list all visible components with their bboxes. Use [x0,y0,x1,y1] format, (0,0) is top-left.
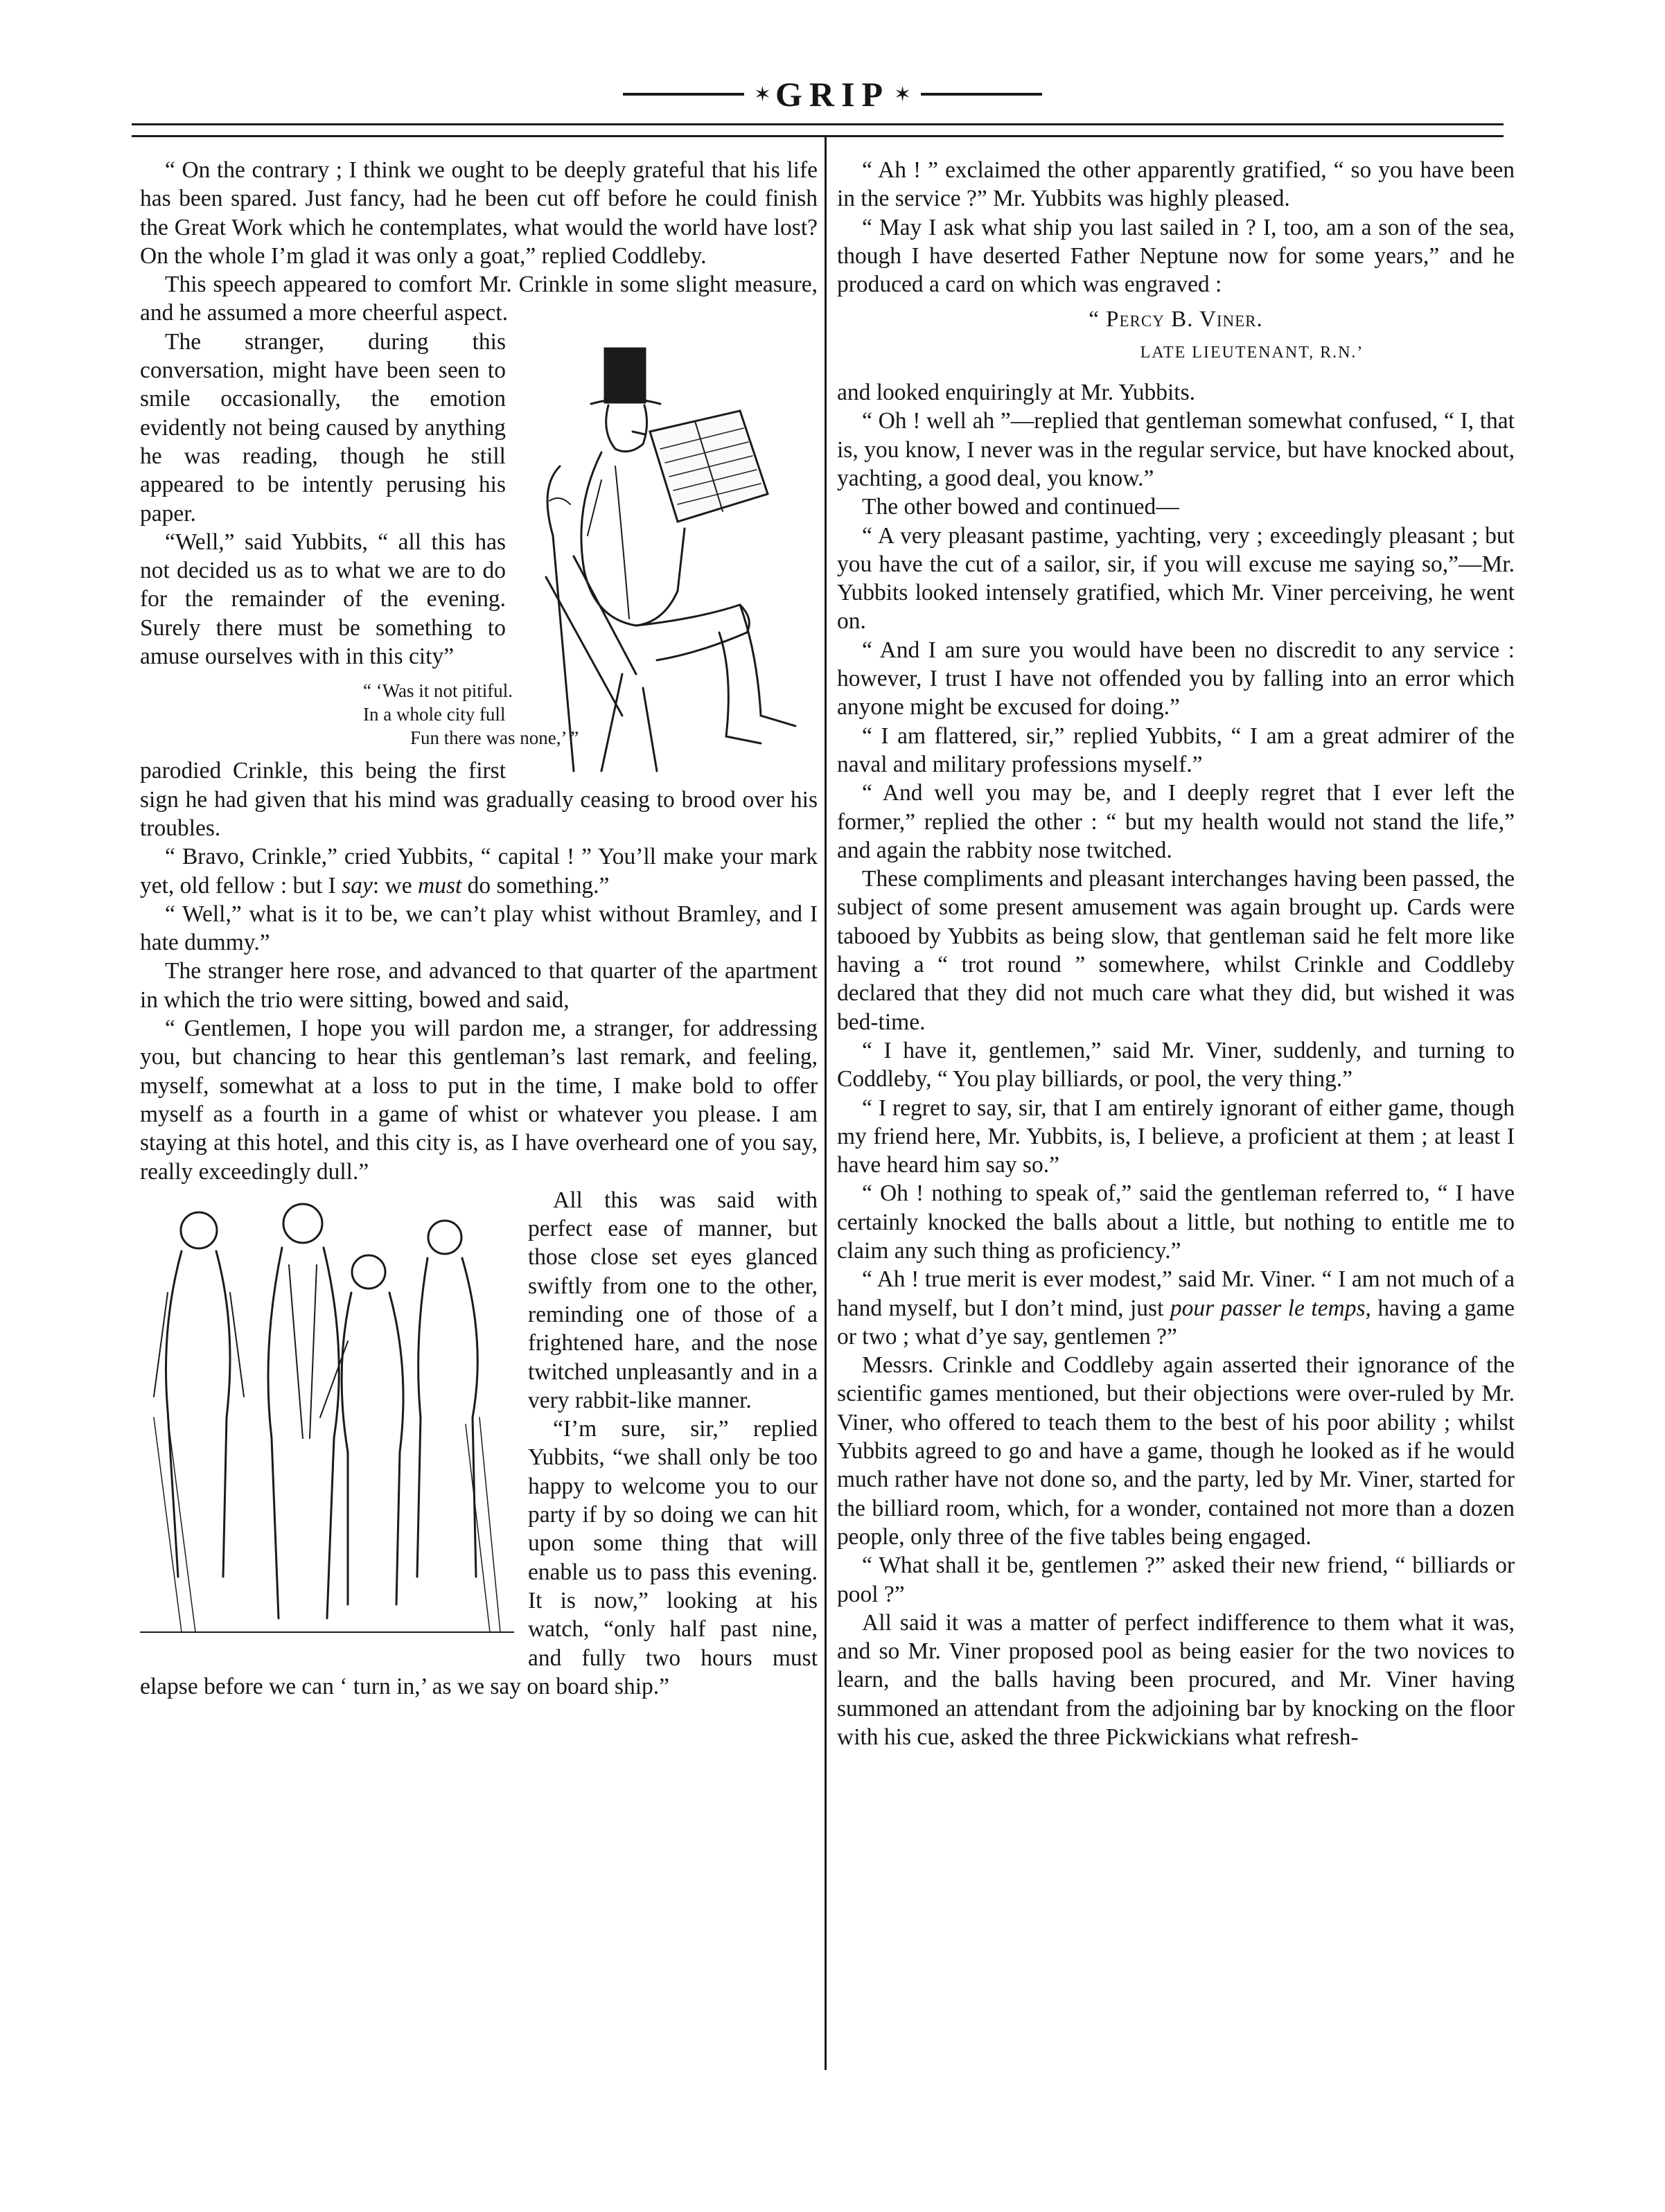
illustration-four-men-standing [140,1189,514,1647]
masthead [0,75,1665,114]
text-run: having a game or two ; what d’ye say, gentlemen ?” [837,1295,1515,1350]
text-run: “ Ah ! true merit is ever modest,” said Mr. Viner. “ I am not much of a hand myself, but I don’t mind, just [837,1266,1515,1321]
star-ornament-icon: ✶ [894,82,912,106]
paragraph: parodied Crinkle, this being the first sign he had given that his mind was gradually ceasing to brood over his troubles. [140,758,818,841]
paragraph: “ A very pleasant pastime, yachting, very ; exceedingly pleasant ; but you have the cut of a sailor, sir, if you will excuse me saying so,”—Mr. Yubbits looked intensely gratified, which Mr. Viner perceiving, he went on. [837,522,1515,635]
paragraph: “ Gentlemen, I hope you will pardon me, a stranger, for addressing you, but chancing to hear this gentleman’s last remark, and feeling, myself, somewhat at a loss to put in the time, I make bold to offer myself as a fourth in a game of whist or whatever you please. I am staying at this hotel, and this city is, as I have overheard one of you say, really exceedingly dull.” [140,1016,818,1185]
paragraph: and looked enquiringly at Mr. Yubbits. [837,380,1196,406]
paragraph: All this was said with perfect ease of manner, but those close set eyes glanced swiftly from one to the other, reminding one of those of a frightened hare, and the nose twitched unpleasantly and in a very rabbit-like manner. [528,1187,818,1413]
emphasis: must [418,872,462,899]
paragraph: The stranger here rose, and advanced to that quarter of the apartment in which the trio were sitting, bowed and said, [140,958,818,1013]
paragraph: “ Oh ! nothing to speak of,” said the gentleman referred to, “ I have certainly knocked the balls about a little, but nothing to entitle me to claim any such thing as proficiency.” [837,1180,1515,1264]
masthead-rule-left [623,93,744,96]
header-double-rule [132,123,1504,137]
paragraph: “ I have it, gentlemen,” said Mr. Viner, suddenly, and turning to Coddleby, “ You play billiards, or pool, the very thing.” [837,1037,1515,1092]
paragraph [837,1265,1515,1351]
man-reading-icon [518,328,818,778]
paragraph: “ I am flattered, sir,” replied Yubbits, “ I am a great admirer of the naval and military professions myself.” [837,723,1515,777]
left-column [140,156,818,1701]
paragraph: “ I regret to say, sir, that I am entirely ignorant of either game, though my friend here, Mr. Yubbits, is, I believe, a proficient at them ; at least I have heard him say so.” [837,1095,1515,1178]
illustration-man-reading-newspaper [518,328,818,778]
paragraph: “ On the contrary ; I think we ought to be deeply grateful that his life has been spared. Just fancy, had he been cut off before he could finish the Great Work which he contemplates, what would the world have lost? On the whole I’m glad it was only a goat,” replied Coddleby. [140,157,818,269]
column-divider [825,137,827,2070]
card-rank: LATE LIEUTENANT, R.N.’ [1140,343,1364,362]
group-of-men-icon [140,1189,514,1647]
paragraph: “ May I ask what ship you last sailed in ? I, too, am a son of the sea, though I have deserted Father Neptune now for some years,” and he produced a card on which was engraved : [837,214,1515,298]
paragraph [140,842,818,900]
paragraph: This speech appeared to comfort Mr. Crinkle in some slight measure, and he assumed a more cheerful aspect. [140,272,818,326]
paragraph: “ Oh ! well ah ”—replied that gentleman somewhat confused, “ I, that is, you know, I never was in the regular service, but have knocked about, yachting, a good deal, you know.” [837,408,1515,491]
verse-line: “ ‘Was it not pitiful. [363,680,513,702]
paragraph: “ And I am sure you would have been no discredit to any service : however, I trust I have not offended you by falling into an error which anyone might be excused for doing.” [837,637,1515,720]
paragraph: “ And well you may be, and I deeply regret that I ever left the former,” replied the other : “ but my health would not stand the life,” and again the rabbity nose twitched. [837,780,1515,863]
paragraph: “I’m sure, sir,” replied Yubbits, “we shall only be too happy to welcome you to our party if by so doing we can hit upon some thing that will enable us to pass this evening. It is now,” looking at his watch, “only half past nine, and fully two hours must elapse before we can ‘ turn in,’ as we say on board ship.” [140,1416,818,1699]
text-run: : we [372,872,418,899]
paragraph: The other bowed and continued— [862,494,1179,520]
emphasis: say [342,872,373,899]
paragraph: “Well,” said Yubbits, “ all this has not decided us as to what we are to do for the remainder of the evening. Surely there must be something to amuse ourselves with in this city” [140,529,506,670]
paragraph: “ What shall it be, gentlemen ?” asked their new friend, “ billiards or pool ?” [837,1552,1515,1607]
masthead-title: GRIP [775,75,890,114]
paragraph: All said it was a matter of perfect indifference to them what it was, and so Mr. Viner proposed pool as being easier for the two novices to learn, and the balls having been procured, and Mr. Viner having summoned an attendant from the adjoining bar by knocking on the floor with his cue, asked the three Pickwickians what refresh- [837,1609,1515,1751]
paragraph: “ Ah ! ” exclaimed the other apparently gratified, “ so you have been in the service ?” Mr. Yubbits was highly pleased. [837,157,1515,212]
paragraph: The stranger, during this conversation, might have been seen to smile occasionally, the emotion evidently not being caused by anything he was reading, though he still appeared to be intently perusing his paper. [140,328,506,527]
text-run: “ Bravo, Crinkle,” cried Yubbits, “ capital ! ” You’ll make your mark yet, old fellow : but I [140,844,818,899]
verse-line: Fun there was none,’ ” [410,727,579,749]
star-ornament-icon: ✶ [753,82,771,106]
paragraph: Messrs. Crinkle and Coddleby again asserted their ignorance of the scientific games mentioned, but their objections were over-ruled by Mr. Viner, who offered to teach them to the best of his poor ability ; whilst Yubbits agreed to go and have a game, though he looked as if he would much rather have not done so, and the party, led by Mr. Viner, started for the billiard room, which, for a wonder, contained not more than a dozen people, only three of the five tables being engaged. [837,1352,1515,1550]
emphasis: pour passer le temps, [1170,1295,1371,1321]
masthead-rule-right [921,93,1042,96]
right-column [837,156,1515,1751]
text-run: do something.” [461,872,610,899]
verse-line: In a whole city full [363,704,506,725]
paragraph: “ Well,” what is it to be, we can’t play whist without Bramley, and I hate dummy.” [140,901,818,956]
engraved-card [837,306,1515,367]
card-name: “ Percy B. Viner. [1089,307,1263,333]
paragraph: These compliments and pleasant interchanges having been passed, the subject of some present amusement was again brought up. Cards were tabooed by Yubbits as being slow, that gentleman said he felt more like having a “ trot round ” somewhere, whilst Crinkle and Coddleby declared that they did not much care what they did, but wished it was bed-time. [837,866,1515,1035]
